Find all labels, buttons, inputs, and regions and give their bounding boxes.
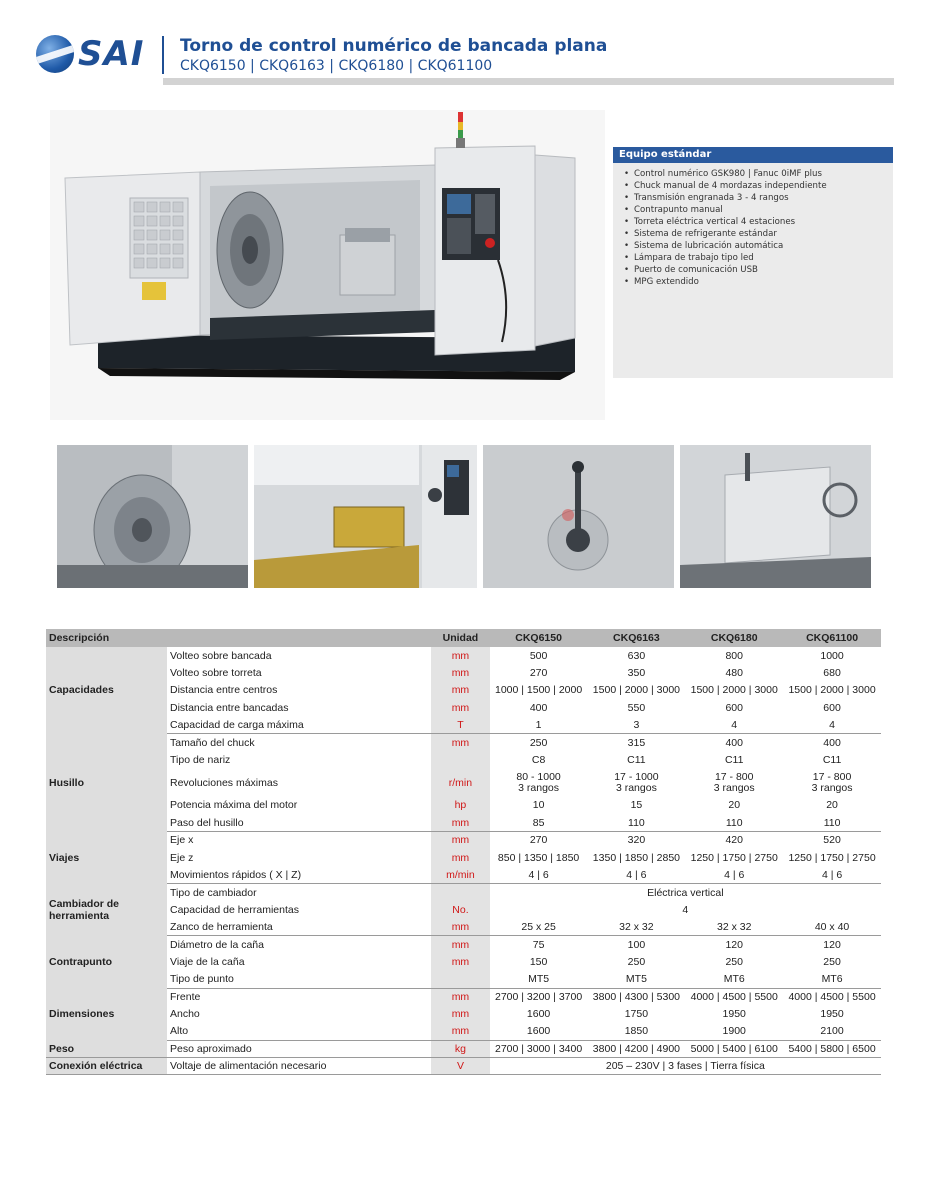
row-description: Movimientos rápidos ( X | Z) bbox=[167, 866, 431, 883]
row-value: 1500 | 2000 | 3000 bbox=[592, 684, 680, 697]
row-value: 1950 bbox=[722, 1008, 746, 1021]
row-unit: mm bbox=[431, 988, 489, 1005]
row-value: 315 bbox=[627, 736, 646, 749]
row-description: Potencia máxima del motor bbox=[170, 799, 298, 812]
table-row bbox=[46, 769, 881, 797]
row-value: 120 bbox=[725, 938, 743, 951]
row-unit: mm bbox=[431, 918, 489, 935]
row-unit bbox=[431, 884, 489, 901]
row-value: 3800 | 4300 | 5300 bbox=[592, 990, 680, 1003]
group-label-contrapunto: Contrapunto bbox=[46, 936, 167, 988]
row-value: 4 bbox=[783, 717, 881, 734]
row-value: 1350 | 1850 | 2850 bbox=[592, 851, 680, 864]
workarea-detail-photo bbox=[254, 445, 477, 588]
row-value: MT5 bbox=[490, 971, 588, 988]
row-value: C11 bbox=[724, 754, 744, 767]
table-row bbox=[46, 647, 881, 664]
chuck-detail-photo bbox=[57, 445, 248, 588]
group-label-cambiador: Cambiador de herramienta bbox=[46, 884, 167, 936]
row-value: 1500 | 2000 | 3000 bbox=[690, 684, 778, 697]
table-row bbox=[46, 751, 881, 768]
page-subtitle: CKQ6150 | CKQ6163 | CKQ6180 | CKQ61100 bbox=[180, 58, 493, 74]
row-description: Frente bbox=[170, 990, 201, 1003]
col-header-ckq6180: CKQ6180 bbox=[685, 629, 783, 647]
group-label-conexion-electrica: Conexión eléctrica bbox=[46, 1058, 167, 1075]
row-value: 680 bbox=[823, 667, 841, 680]
row-unit: mm bbox=[431, 849, 489, 866]
row-value: 1250 | 1750 | 2750 bbox=[690, 851, 778, 864]
table-row bbox=[46, 866, 881, 883]
row-unit: mm bbox=[431, 832, 489, 849]
value-line: 17 - 1000 bbox=[614, 770, 659, 783]
row-value bbox=[783, 769, 881, 797]
table-row bbox=[46, 717, 881, 734]
row-description: Capacidad de carga máxima bbox=[167, 717, 431, 734]
col-header-ckq6150: CKQ6150 bbox=[490, 629, 588, 647]
row-value: 85 bbox=[490, 814, 588, 831]
row-value: 480 bbox=[725, 667, 743, 680]
value-line: 3 rangos bbox=[518, 781, 560, 794]
row-value: 10 bbox=[532, 799, 545, 812]
row-value: 1950 bbox=[820, 1008, 844, 1021]
row-value: 850 | 1350 | 1850 bbox=[497, 851, 580, 864]
row-value: 2100 bbox=[783, 1023, 881, 1040]
row-value: 250 bbox=[627, 955, 646, 968]
table-row bbox=[46, 1023, 881, 1040]
row-description: Paso del husillo bbox=[167, 814, 431, 831]
row-value: 520 bbox=[823, 834, 841, 847]
table-row bbox=[46, 664, 881, 681]
value-line: 3 rangos bbox=[615, 781, 657, 794]
table-row bbox=[46, 734, 881, 751]
row-unit: mm bbox=[431, 664, 489, 681]
row-value: 5400 | 5800 | 6500 bbox=[783, 1040, 881, 1057]
row-value: 1000 bbox=[820, 649, 844, 662]
table-row bbox=[46, 814, 881, 831]
row-value: 4000 | 4500 | 5500 bbox=[788, 990, 876, 1003]
row-value: 1900 bbox=[685, 1023, 783, 1040]
row-value: MT6 bbox=[685, 971, 783, 988]
page-title: Torno de control numérico de bancada plana bbox=[180, 36, 608, 56]
row-value: 20 bbox=[728, 799, 741, 812]
row-unit: mm bbox=[431, 734, 489, 751]
table-row bbox=[46, 884, 881, 901]
standard-equipment-box bbox=[613, 147, 893, 378]
row-value: 4 | 6 bbox=[490, 866, 588, 883]
row-unit bbox=[431, 971, 489, 988]
row-value: 4 | 6 bbox=[685, 866, 783, 883]
list-item: • Contrapunto manual bbox=[623, 204, 883, 216]
table-header-row bbox=[46, 629, 881, 647]
group-label-capacidades: Capacidades bbox=[46, 647, 167, 734]
row-unit: mm bbox=[431, 682, 489, 699]
standard-equipment-list bbox=[613, 163, 893, 288]
standard-equipment-heading: Equipo estándar bbox=[613, 147, 893, 163]
row-value: 420 bbox=[725, 834, 743, 847]
row-value: 4 | 6 bbox=[783, 866, 881, 883]
row-value: 110 bbox=[685, 814, 783, 831]
row-value: 250 bbox=[529, 736, 548, 749]
list-item: • Lámpara de trabajo tipo led bbox=[623, 252, 883, 264]
row-description: Viaje de la caña bbox=[170, 955, 245, 968]
row-unit: mm bbox=[431, 936, 489, 953]
row-value: 110 bbox=[588, 814, 686, 831]
row-value: 2700 | 3200 | 3700 bbox=[494, 990, 583, 1003]
row-value: 400 bbox=[529, 701, 548, 714]
row-description: Distancia entre centros bbox=[170, 684, 278, 697]
list-item: • Puerto de comunicación USB bbox=[623, 264, 883, 276]
row-value bbox=[588, 769, 686, 797]
row-value: 250 bbox=[725, 955, 743, 968]
row-value: 1600 bbox=[490, 1023, 588, 1040]
row-unit: kg bbox=[431, 1040, 489, 1057]
row-unit: hp bbox=[431, 797, 489, 814]
row-value: 25 x 25 bbox=[490, 918, 588, 935]
table-row bbox=[46, 971, 881, 988]
row-description: Eje z bbox=[170, 851, 194, 864]
row-value: 1000 | 1500 | 2000 bbox=[494, 684, 583, 697]
row-value: 400 bbox=[823, 736, 841, 749]
row-value: 20 bbox=[826, 799, 838, 812]
group-label-peso: Peso bbox=[46, 1040, 167, 1057]
table-row bbox=[46, 918, 881, 935]
row-description: Revoluciones máximas bbox=[170, 776, 278, 789]
row-value: 270 bbox=[529, 667, 548, 680]
row-value: 4 bbox=[685, 717, 783, 734]
row-value: 250 bbox=[823, 955, 841, 968]
row-value: MT6 bbox=[783, 971, 881, 988]
row-unit: mm bbox=[431, 1005, 489, 1022]
col-header-ckq61100: CKQ61100 bbox=[783, 629, 881, 647]
row-unit: mm bbox=[431, 1023, 489, 1040]
row-unit bbox=[431, 751, 489, 768]
table-row bbox=[46, 936, 881, 953]
row-value: 32 x 32 bbox=[685, 918, 783, 935]
row-description: Tipo de cambiador bbox=[170, 886, 257, 899]
col-header-ckq6163: CKQ6163 bbox=[588, 629, 686, 647]
list-item: • Sistema de refrigerante estándar bbox=[623, 228, 883, 240]
sai-logo bbox=[36, 34, 144, 74]
row-value: 40 x 40 bbox=[783, 918, 881, 935]
table-row bbox=[46, 1005, 881, 1022]
row-unit: r/min bbox=[431, 769, 489, 797]
row-unit: No. bbox=[431, 901, 489, 918]
row-description: Ancho bbox=[170, 1008, 200, 1021]
row-value: 75 bbox=[532, 938, 545, 951]
row-value: 1 bbox=[490, 717, 588, 734]
row-value: 1250 | 1750 | 2750 bbox=[788, 851, 876, 864]
header-bar bbox=[163, 78, 894, 85]
row-description: Diámetro de la caña bbox=[170, 938, 264, 951]
row-unit: mm bbox=[431, 647, 489, 664]
row-value: 4 | 6 bbox=[588, 866, 686, 883]
row-value: 550 bbox=[627, 701, 646, 714]
spec-table bbox=[46, 629, 881, 1075]
logo-text: SAI bbox=[78, 34, 145, 74]
row-value: 320 bbox=[627, 834, 646, 847]
table-row bbox=[46, 699, 881, 716]
table-row bbox=[46, 953, 881, 970]
table-row bbox=[46, 849, 881, 866]
row-description: Volteo sobre bancada bbox=[170, 649, 272, 662]
table-row bbox=[46, 901, 881, 918]
row-value-spanned: Eléctrica vertical bbox=[647, 886, 724, 899]
row-value: 800 bbox=[725, 649, 743, 662]
row-value bbox=[685, 769, 783, 797]
value-line: 17 - 800 bbox=[812, 770, 852, 783]
row-value: 110 bbox=[783, 814, 881, 831]
row-value: 1600 bbox=[526, 1008, 551, 1021]
list-item: • MPG extendido bbox=[623, 276, 883, 288]
table-row bbox=[46, 1058, 881, 1075]
row-value: C11 bbox=[627, 754, 646, 767]
page-header bbox=[36, 32, 896, 92]
row-value-spanned: 4 bbox=[682, 903, 689, 916]
list-item: • Transmisión engranada 3 - 4 rangos bbox=[623, 192, 883, 204]
group-label-husillo: Husillo bbox=[46, 734, 167, 832]
row-description: Eje x bbox=[170, 834, 194, 847]
row-description: Volteo sobre torreta bbox=[170, 667, 262, 680]
row-unit: mm bbox=[431, 814, 489, 831]
row-value: 1500 | 2000 | 3000 bbox=[788, 684, 876, 697]
row-description: Peso aproximado bbox=[167, 1040, 431, 1057]
list-item: • Sistema de lubricación automática bbox=[623, 240, 883, 252]
table-row bbox=[46, 832, 881, 849]
value-line: 80 - 1000 bbox=[516, 770, 561, 783]
row-description: Tamaño del chuck bbox=[170, 736, 255, 749]
value-line: 3 rangos bbox=[811, 781, 853, 794]
gear-selector-photo bbox=[483, 445, 674, 588]
row-value: 600 bbox=[725, 701, 743, 714]
row-value: 600 bbox=[823, 701, 841, 714]
row-value: 15 bbox=[630, 799, 643, 812]
row-value: 3 bbox=[588, 717, 686, 734]
col-header-description: Descripción bbox=[46, 629, 431, 647]
row-unit: m/min bbox=[431, 866, 489, 883]
row-value: C11 bbox=[822, 754, 842, 767]
row-unit: mm bbox=[431, 953, 489, 970]
row-description: Tipo de nariz bbox=[170, 754, 231, 767]
col-header-unit: Unidad bbox=[431, 629, 489, 647]
group-label-dimensiones: Dimensiones bbox=[46, 988, 167, 1040]
row-value: 630 bbox=[627, 649, 646, 662]
tailstock-detail-photo bbox=[680, 445, 871, 588]
globe-logo-icon bbox=[36, 35, 74, 73]
row-value: 3800 | 4200 | 4900 bbox=[588, 1040, 686, 1057]
group-label-viajes: Viajes bbox=[46, 832, 167, 884]
row-value: 400 bbox=[725, 736, 743, 749]
value-line: 3 rangos bbox=[713, 781, 755, 794]
row-value: 100 bbox=[627, 938, 646, 951]
row-value: 5000 | 5400 | 6100 bbox=[685, 1040, 783, 1057]
row-value: 350 bbox=[627, 667, 646, 680]
lathe-main-photo bbox=[50, 110, 605, 420]
row-description: Zanco de herramienta bbox=[167, 918, 431, 935]
row-value: 4000 | 4500 | 5500 bbox=[690, 990, 778, 1003]
table-row bbox=[46, 988, 881, 1005]
row-value: 1750 bbox=[624, 1008, 649, 1021]
row-value: MT5 bbox=[588, 971, 686, 988]
list-item: • Control numérico GSK980 | Fanuc 0iMF plus bbox=[623, 168, 883, 180]
row-description: Capacidad de herramientas bbox=[170, 903, 299, 916]
list-item: • Torreta eléctrica vertical 4 estaciones bbox=[623, 216, 883, 228]
row-value bbox=[490, 769, 588, 797]
row-description: Distancia entre bancadas bbox=[170, 701, 289, 714]
header-divider bbox=[162, 36, 164, 74]
table-row bbox=[46, 1040, 881, 1057]
row-value: 150 bbox=[529, 955, 548, 968]
row-value-spanned: 205 – 230V | 3 fases | Tierra física bbox=[490, 1058, 881, 1075]
value-line: 17 - 800 bbox=[714, 770, 754, 783]
row-value: 2700 | 3000 | 3400 bbox=[490, 1040, 588, 1057]
row-value: 500 bbox=[529, 649, 548, 662]
table-row bbox=[46, 682, 881, 699]
row-value: 1850 bbox=[588, 1023, 686, 1040]
row-unit: T bbox=[431, 717, 489, 734]
row-description: Voltaje de alimentación necesario bbox=[167, 1058, 431, 1075]
row-description: Tipo de punto bbox=[167, 971, 431, 988]
row-value: 120 bbox=[823, 938, 841, 951]
row-description: Alto bbox=[167, 1023, 431, 1040]
row-value: 270 bbox=[529, 834, 548, 847]
row-value: C8 bbox=[531, 754, 546, 767]
table-row bbox=[46, 797, 881, 814]
row-value: 32 x 32 bbox=[588, 918, 686, 935]
row-unit: V bbox=[431, 1058, 489, 1075]
row-unit: mm bbox=[431, 699, 489, 716]
list-item: • Chuck manual de 4 mordazas independiente bbox=[623, 180, 883, 192]
